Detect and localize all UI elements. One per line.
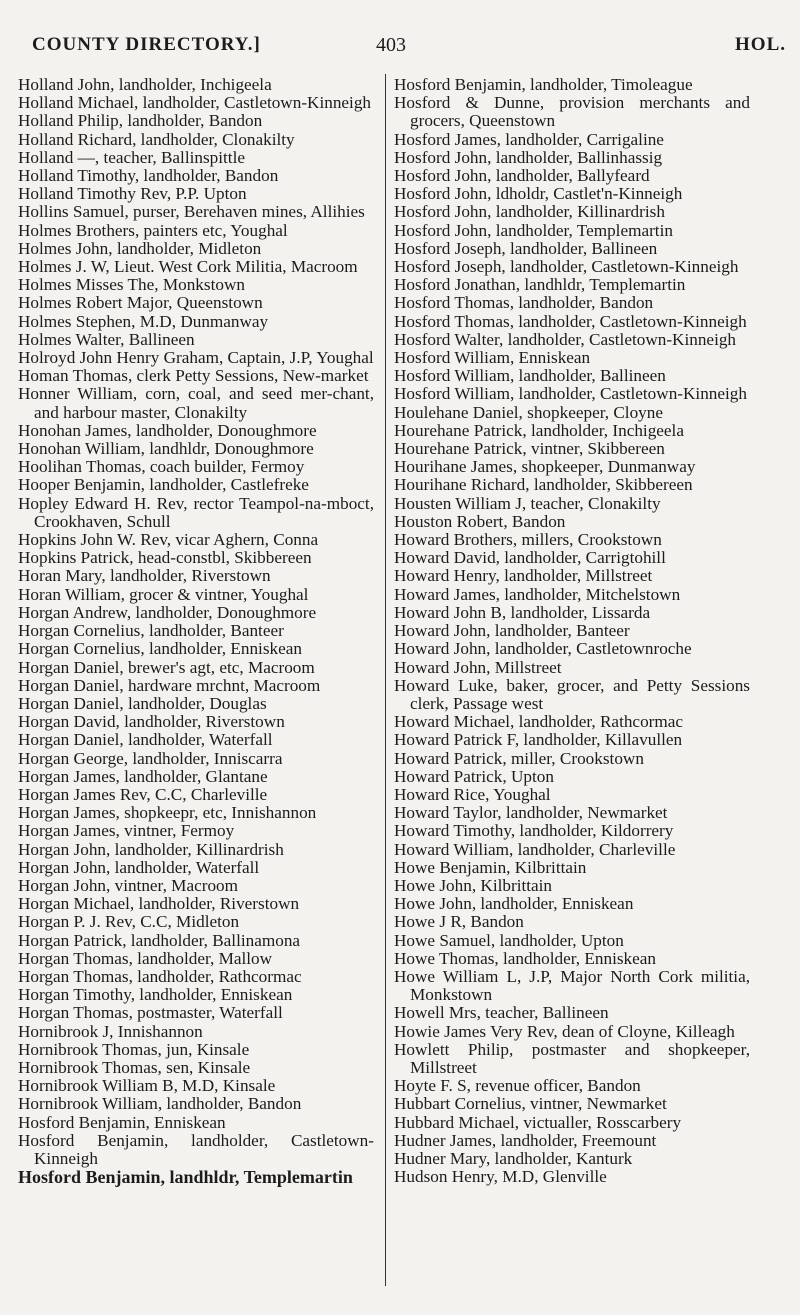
directory-entry: Howe J R, Bandon [394, 912, 524, 932]
directory-entry: Hubbart Cornelius, vintner, Newmarket [394, 1094, 667, 1114]
directory-entry: Holmes J. W, Lieut. West Cork Militia, Macroom [18, 257, 358, 277]
directory-entry: Houston Robert, Bandon [394, 511, 566, 531]
directory-entry: Hoolihan Thomas, coach builder, Fermoy [18, 457, 305, 477]
directory-entry: Holmes Misses The, Monkstown [18, 275, 245, 295]
directory-entry: Howard Rice, Youghal [394, 784, 551, 804]
directory-entry: Horgan Thomas, postmaster, Waterfall [18, 1003, 283, 1023]
directory-entry: Hosford John, landholder, Templemartin [394, 220, 673, 240]
directory-entry: Holland Timothy Rev, P.P. Upton [18, 184, 247, 204]
directory-entry: Howard Patrick, miller, Crookstown [394, 748, 644, 768]
directory-entry: Hosford Benjamin, Enniskean [18, 1112, 226, 1132]
directory-entry: Horgan James, vintner, Fermoy [18, 821, 235, 841]
directory-entry: Howard Patrick F, landholder, Killavullen [394, 730, 683, 750]
directory-entry: Howard John, landholder, Banteer [394, 621, 630, 641]
directory-entry: Holland Timothy, landholder, Bandon [18, 166, 279, 186]
directory-entry: Hosford Benjamin, landholder, Castletown-Kinneigh [18, 1130, 374, 1168]
directory-entry: Honohan William, landhldr, Donoughmore [18, 439, 314, 459]
directory-entry: Holmes John, landholder, Midleton [18, 238, 262, 258]
directory-entry: Holland Philip, landholder, Bandon [18, 111, 263, 131]
directory-entry: Hosford John, landholder, Killinardrish [394, 202, 665, 222]
directory-entry: Horgan Daniel, landholder, Douglas [18, 693, 267, 713]
directory-entry: Horgan James, shopkeepr, etc, Innishannon [18, 803, 317, 823]
directory-entry: Horgan Michael, landholder, Riverstown [18, 894, 300, 914]
directory-entry: Howard John, landholder, Castletownroche [394, 639, 692, 659]
directory-entry: Holland —, teacher, Ballinspittle [18, 147, 245, 167]
directory-entry: Hoyte F. S, revenue officer, Bandon [394, 1076, 641, 1096]
directory-entry: Howe William L, J.P, Major North Cork militia, Monkstown [394, 966, 750, 1005]
directory-entry: Horgan John, landholder, Waterfall [18, 857, 260, 877]
directory-entry: Hourehane Patrick, landholder, Inchigeela [394, 420, 684, 440]
directory-entry: Horgan Patrick, landholder, Ballinamona [18, 930, 301, 950]
directory-entry: Horgan Cornelius, landholder, Enniskean [18, 639, 302, 659]
directory-entry: Holmes Stephen, M.D, Dunmanway [18, 311, 269, 331]
directory-entry: Hudner Mary, landholder, Kanturk [394, 1148, 633, 1168]
right-column [394, 76, 750, 1186]
directory-entry: Hosford John, landholder, Ballyfeard [394, 166, 650, 186]
directory-entry: Howe Samuel, landholder, Upton [394, 930, 624, 950]
directory-entry: Holroyd John Henry Graham, Captain, J.P, Youghal [18, 348, 374, 368]
directory-entry: Horgan P. J. Rev, C.C, Midleton [18, 912, 240, 932]
directory-entry: Howard John, Millstreet [394, 657, 562, 677]
directory-entry: Howard William, landholder, Charleville [394, 839, 676, 859]
directory-entry: Holland Richard, landholder, Clonakilty [18, 129, 295, 149]
page-header [0, 30, 800, 64]
directory-entry: Hosford Benjamin, landhldr, Templemartin [18, 1167, 353, 1188]
directory-entry: Horgan Daniel, brewer's agt, etc, Macroom [18, 657, 315, 677]
directory-entry: Horgan John, landholder, Killinardrish [18, 839, 284, 859]
directory-entry: Horgan Andrew, landholder, Donoughmore [18, 602, 317, 622]
directory-entry: Housten William J, teacher, Clonakilty [394, 493, 661, 513]
directory-entry: Holland John, landholder, Inchigeela [18, 75, 272, 94]
directory-entry: Howard David, landholder, Carrigtohill [394, 548, 666, 568]
directory-entry: Homan Thomas, clerk Petty Sessions, New-market [18, 366, 369, 386]
directory-entry: Honner William, corn, coal, and seed mer-chant, and harbour master, Clonakilty [18, 384, 374, 422]
directory-entry: Hosford Thomas, landholder, Bandon [394, 293, 654, 313]
directory-entry: Horgan Thomas, landholder, Mallow [18, 948, 273, 968]
directory-entry: Horgan Daniel, landholder, Waterfall [18, 730, 273, 750]
directory-entry: Howe Benjamin, Kilbrittain [394, 857, 587, 877]
directory-entry: Holland Michael, landholder, Castletown-Kinneigh [18, 93, 372, 113]
directory-entry: Horgan Thomas, landholder, Rathcormac [18, 966, 302, 986]
directory-entry: Howie James Very Rev, dean of Cloyne, Killeagh [394, 1021, 735, 1041]
directory-entry: Howard Michael, landholder, Rathcormac [394, 712, 684, 732]
directory-entry: Horgan James, landholder, Glantane [18, 766, 268, 786]
directory-entry: Holmes Walter, Ballineen [18, 329, 195, 349]
directory-entry: Hosford William, landholder, Ballineen [394, 366, 666, 386]
directory-entry: Hornibrook William B, M.D, Kinsale [18, 1076, 276, 1096]
directory-entry: Horgan Cornelius, landholder, Banteer [18, 621, 284, 641]
directory-entry: Horgan John, vintner, Macroom [18, 875, 239, 895]
directory-entry: Hosford John, ldholdr, Castlet'n-Kinneigh [394, 184, 683, 204]
directory-entry: Hourihane James, shopkeeper, Dunmanway [394, 457, 696, 477]
directory-entry: Hudner James, landholder, Freemount [394, 1130, 657, 1150]
left-column [18, 76, 374, 1186]
directory-entry: Howlett Philip, postmaster and shopkeeper, Millstreet [394, 1039, 750, 1077]
directory-entry: Hosford Walter, landholder, Castletown-Kinneigh [394, 329, 737, 349]
directory-entry: Hubbard Michael, victualler, Rosscarbery [394, 1112, 682, 1132]
directory-entry: Hollins Samuel, purser, Berehaven mines, Allihies [18, 202, 365, 222]
directory-entry: Hudson Henry, M.D, Glenville [394, 1167, 607, 1187]
directory-entry: Hopkins John W. Rev, vicar Aghern, Conna [18, 530, 319, 550]
directory-entry: Horgan Daniel, hardware mrchnt, Macroom [18, 675, 321, 695]
directory-entry: Hooper Benjamin, landholder, Castlefreke [18, 475, 309, 495]
running-head-left: COUNTY DIRECTORY.] [32, 34, 261, 55]
column-divider [385, 74, 386, 1286]
directory-entry: Hosford Joseph, landholder, Castletown-Kinneigh [394, 257, 739, 277]
directory-entry: Honohan James, landholder, Donoughmore [18, 420, 317, 440]
directory-entry: Horan Mary, landholder, Riverstown [18, 566, 271, 586]
directory-entry: Howard Brothers, millers, Crookstown [394, 530, 662, 550]
directory-entry: Houlehane Daniel, shopkeeper, Cloyne [394, 402, 663, 422]
directory-entry: Hornibrook William, landholder, Bandon [18, 1094, 302, 1114]
directory-entry: Horgan James Rev, C.C, Charleville [18, 784, 268, 804]
running-head-right: HOL. [735, 34, 786, 55]
directory-entry: Howard Timothy, landholder, Kildorrery [394, 821, 674, 841]
directory-entry: Hosford William, landholder, Castletown-Kinneigh [394, 384, 747, 404]
directory-entry: Howard Luke, baker, grocer, and Petty Sessions clerk, Passage west [394, 675, 750, 713]
directory-entry: Hosford Benjamin, landholder, Timoleague [394, 75, 693, 94]
directory-entry: Hornibrook Thomas, sen, Kinsale [18, 1057, 251, 1077]
directory-entry: Howe John, landholder, Enniskean [394, 894, 634, 914]
directory-entry: Howard Taylor, landholder, Newmarket [394, 803, 668, 823]
directory-entry: Holmes Brothers, painters etc, Youghal [18, 220, 288, 240]
directory-entry: Horan William, grocer & vintner, Youghal [18, 584, 309, 604]
directory-entry: Hornibrook J, Innishannon [18, 1021, 203, 1041]
directory-entry: Hosford & Dunne, provision merchants and grocers, Queenstown [394, 93, 750, 131]
directory-entry: Hosford John, landholder, Ballinhassig [394, 147, 663, 167]
directory-entry: Horgan Timothy, landholder, Enniskean [18, 985, 293, 1005]
directory-entry: Hourihane Richard, landholder, Skibbereen [394, 475, 693, 495]
page-number: 403 [376, 34, 406, 56]
directory-entry: Hosford Jonathan, landhldr, Templemartin [394, 275, 686, 295]
directory-entry: Horgan David, landholder, Riverstown [18, 712, 285, 732]
directory-entry: Hosford Joseph, landholder, Ballineen [394, 238, 658, 258]
directory-entry: Howard Patrick, Upton [394, 766, 554, 786]
directory-entry: Holmes Robert Major, Queenstown [18, 293, 263, 313]
directory-entry: Hosford James, landholder, Carrigaline [394, 129, 664, 149]
directory-entry: Howell Mrs, teacher, Ballineen [394, 1003, 609, 1023]
directory-entry: Howard James, landholder, Mitchelstown [394, 584, 681, 604]
directory-entry: Howe Thomas, landholder, Enniskean [394, 948, 656, 968]
directory-entry: Horgan George, landholder, Inniscarra [18, 748, 283, 768]
directory-entry: Hosford William, Enniskean [394, 348, 591, 368]
directory-entry: Howard Henry, landholder, Millstreet [394, 566, 653, 586]
directory-entry: Howard John B, landholder, Lissarda [394, 602, 651, 622]
directory-entry: Hornibrook Thomas, jun, Kinsale [18, 1039, 250, 1059]
directory-entry: Hourehane Patrick, vintner, Skibbereen [394, 439, 665, 459]
directory-entry: Howe John, Kilbrittain [394, 875, 553, 895]
directory-entry: Hopley Edward H. Rev, rector Teampol-na-mboct, Crookhaven, Schull [18, 493, 374, 531]
directory-entry: Hopkins Patrick, head-constbl, Skibbereen [18, 548, 312, 568]
directory-entry: Hosford Thomas, landholder, Castletown-Kinneigh [394, 311, 747, 331]
